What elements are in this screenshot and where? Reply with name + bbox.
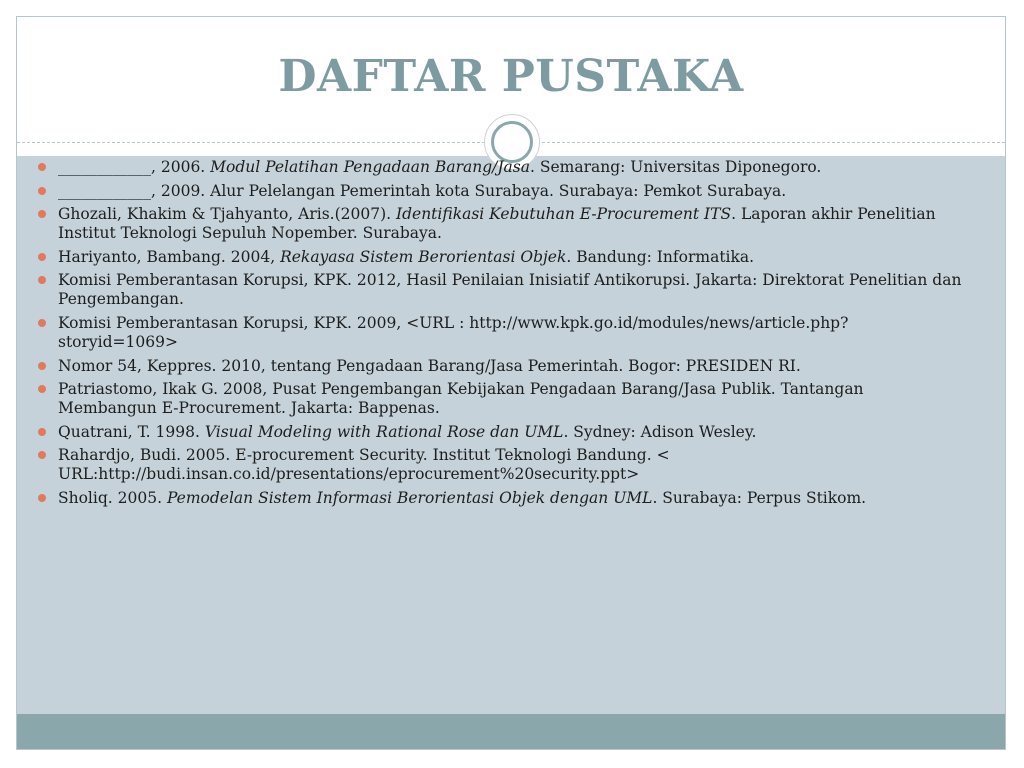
bullet-icon — [38, 163, 46, 171]
reference-title-italic: Pemodelan Sistem Informasi Berorientasi Objek dengan UML — [166, 488, 653, 507]
circle-ornament-ring — [491, 121, 533, 163]
reference-text-segment: Komisi Pemberantasan Korupsi, KPK. 2012, Hasil Penilaian Inisiatif Antikorupsi. Jakarta: Direktorat Penelitian dan Pengembangan. — [58, 271, 962, 309]
reference-text-segment: . Bandung: Informatika. — [566, 247, 755, 266]
reference-text — [58, 357, 801, 375]
reference-item — [26, 314, 966, 352]
bullet-icon — [38, 276, 46, 284]
bullet-icon — [38, 385, 46, 393]
reference-text-segment: Quatrani, T. 1998. — [58, 422, 205, 441]
reference-text-segment: Komisi Pemberantasan Korupsi, KPK. 2009, <URL : http://www.kpk.go.id/modules/news/article.php?storyid=1069> — [58, 313, 849, 351]
reference-text-segment: ____________, 2009. Alur Pelelangan Pemerintah kota Surabaya. Surabaya: Pemkot Surabaya. — [58, 181, 787, 200]
reference-text-segment: Sholiq. 2005. — [58, 488, 167, 507]
bullet-icon — [38, 319, 46, 327]
reference-item — [26, 357, 966, 376]
bullet-icon — [38, 362, 46, 370]
reference-text-segment: Patriastomo, Ikak G. 2008, Pusat Pengembangan Kebijakan Pengadaan Barang/Jasa Publik. Tantangan Membangun E-Procurement. Jakarta: Bappenas. — [58, 380, 864, 418]
reference-item — [26, 205, 966, 243]
reference-text — [58, 271, 961, 308]
reference-title-italic: Identifikasi Kebutuhan E-Procurement ITS — [395, 205, 732, 224]
reference-title-italic: Visual Modeling with Rational Rose dan UML — [204, 422, 564, 441]
reference-item — [26, 489, 966, 508]
reference-text — [58, 248, 754, 266]
reference-item — [26, 271, 966, 309]
reference-item — [26, 380, 966, 418]
reference-list — [26, 158, 966, 513]
reference-text-segment: . Semarang: Universitas Diponegoro. — [530, 158, 822, 176]
reference-text — [58, 380, 864, 417]
reference-item — [26, 248, 966, 267]
bullet-icon — [38, 187, 46, 195]
reference-item — [26, 446, 966, 484]
reference-text — [58, 423, 756, 441]
reference-title-italic: Modul Pelatihan Pengadaan Barang/Jasa — [210, 158, 530, 176]
reference-text-segment: ____________, 2006. — [58, 158, 211, 176]
reference-text-segment: . Surabaya: Perpus Stikom. — [652, 488, 867, 507]
reference-text-segment: . Sydney: Adison Wesley. — [563, 422, 757, 441]
reference-item — [26, 423, 966, 442]
bullet-icon — [38, 494, 46, 502]
reference-text-segment: Rahardjo, Budi. 2005. E-procurement Security. Institut Teknologi Bandung. < URL:http://budi.insan.co.id/presentations/eprocurement%20security.ppt> — [58, 446, 670, 484]
bullet-icon — [38, 451, 46, 459]
reference-text — [58, 158, 821, 176]
bullet-icon — [38, 428, 46, 436]
reference-text-segment: Hariyanto, Bambang. 2004, — [58, 247, 281, 266]
reference-text — [58, 205, 936, 242]
reference-title-italic: Rekayasa Sistem Berorientasi Objek — [280, 247, 567, 266]
reference-item — [26, 182, 966, 201]
reference-text-segment: Ghozali, Khakim & Tjahyanto, Aris.(2007). — [58, 205, 396, 224]
reference-text-segment: Nomor 54, Keppres. 2010, tentang Pengadaan Barang/Jasa Pemerintah. Bogor: PRESIDEN RI. — [58, 356, 801, 375]
reference-text — [58, 489, 866, 507]
reference-text — [58, 314, 848, 351]
slide-title: DAFTAR PUSTAKA — [278, 51, 744, 102]
bullet-icon — [38, 210, 46, 218]
bullet-icon — [38, 253, 46, 261]
reference-text — [58, 182, 786, 200]
reference-text — [58, 446, 670, 483]
reference-item — [26, 158, 966, 177]
reference-text-segment: . Laporan akhir Penelitian Institut Teknologi Sepuluh Nopember. Surabaya. — [58, 205, 936, 243]
footer-band — [17, 714, 1005, 749]
